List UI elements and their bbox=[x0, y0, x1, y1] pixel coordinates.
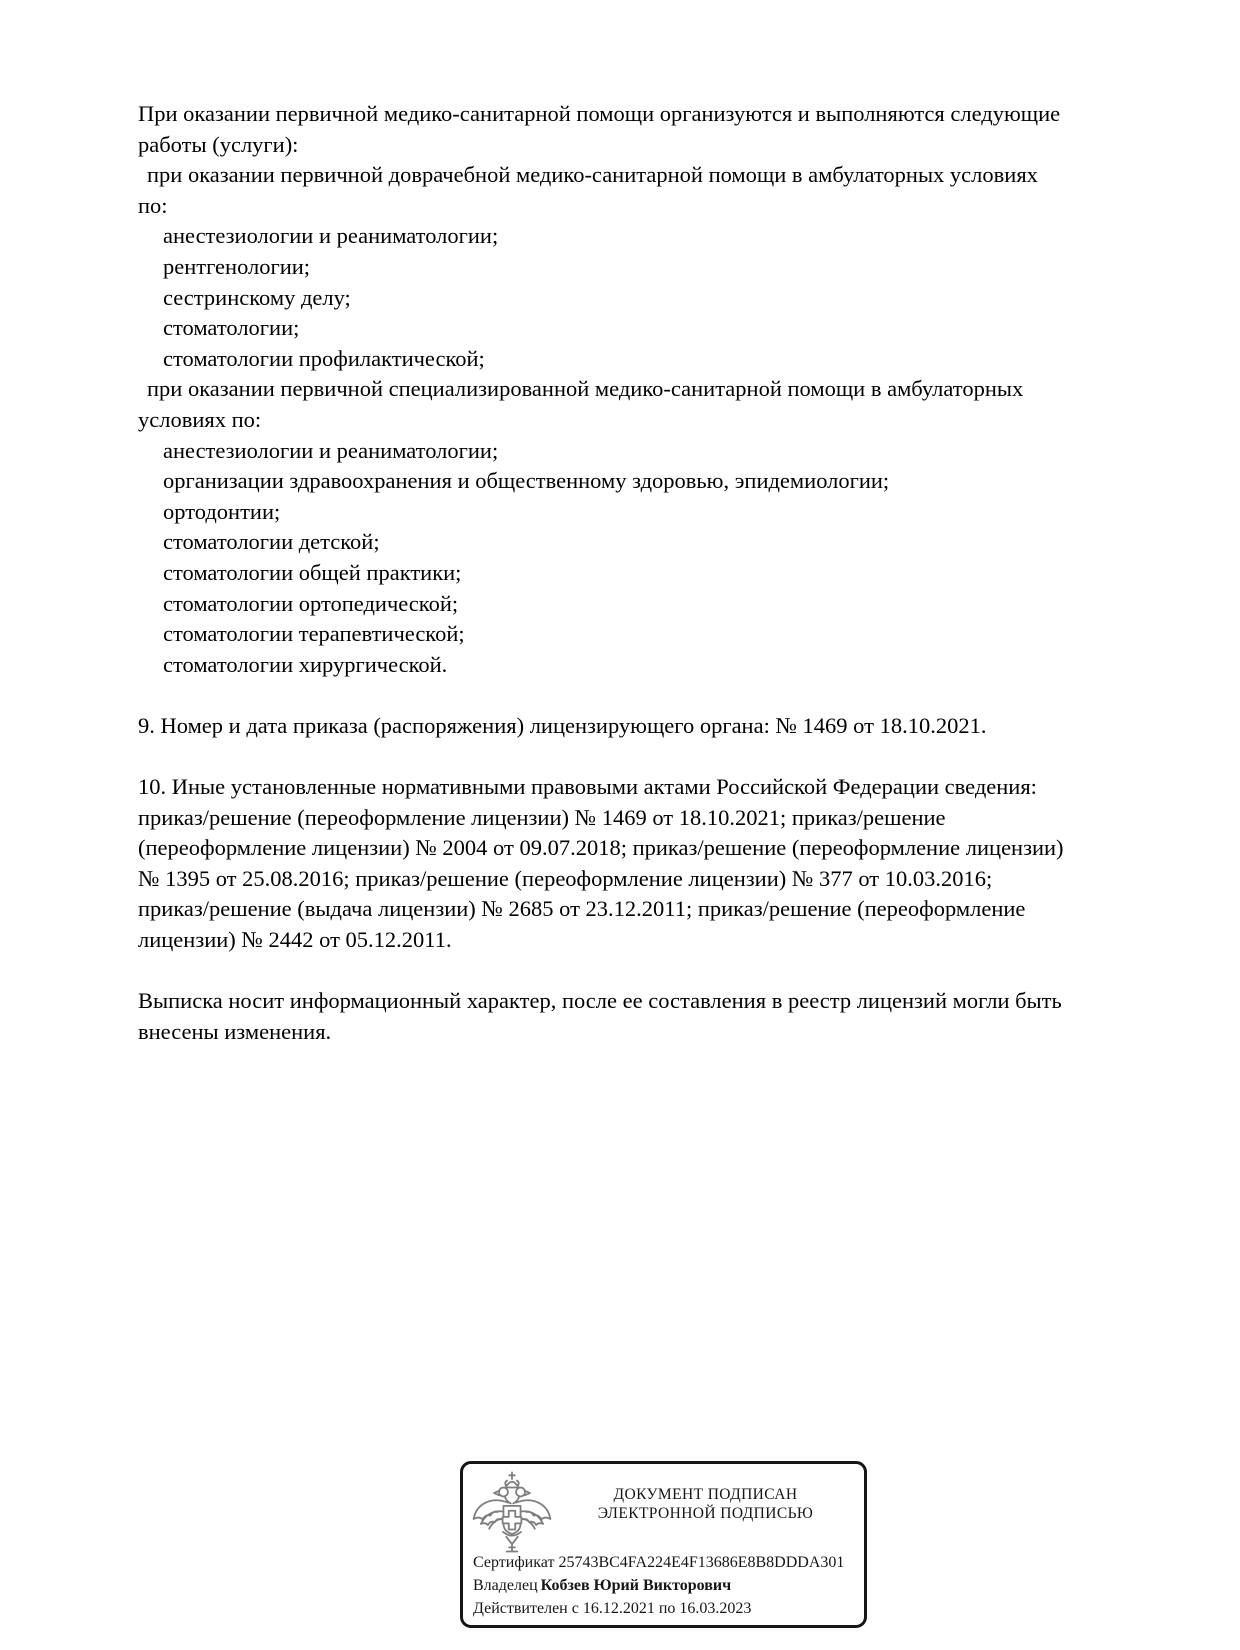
text-line: 10. Иные установленные нормативными правовыми актами Российской Федерации сведения: bbox=[138, 774, 1037, 800]
validity-line bbox=[473, 1597, 867, 1620]
document-text bbox=[138, 99, 1128, 1047]
paragraph-item-9 bbox=[138, 711, 1128, 742]
owner-label: Владелец bbox=[473, 1577, 538, 1594]
certificate-label: Сертификат bbox=[473, 1554, 555, 1571]
paragraph-works-services bbox=[138, 99, 1128, 680]
text-line: лицензии) № 2442 от 05.12.2011. bbox=[138, 927, 452, 953]
stamp-title-line1: ДОКУМЕНТ ПОДПИСАН bbox=[613, 1486, 798, 1503]
text-line: внесены изменения. bbox=[138, 1018, 332, 1044]
signature-stamp bbox=[460, 1461, 867, 1628]
text-line: стоматологии ортопедической; bbox=[163, 590, 459, 616]
text-line: стоматологии хирургической. bbox=[163, 651, 448, 677]
text-line: приказ/решение (переоформление лицензии) № 1469 от 18.10.2021; приказ/решение bbox=[138, 804, 946, 830]
owner-value: Кобзев Юрий Викторович bbox=[540, 1577, 732, 1594]
text-line: при оказании первичной специализированной медико-санитарной помощи в амбулаторных bbox=[147, 376, 1024, 402]
validity-label: Действителен bbox=[473, 1600, 568, 1617]
text-line: стоматологии терапевтической; bbox=[163, 621, 465, 647]
stamp-details bbox=[473, 1551, 867, 1620]
text-line: стоматологии общей практики; bbox=[163, 559, 462, 585]
stamp-title-line2: ЭЛЕКТРОННОЙ ПОДПИСЬЮ bbox=[597, 1505, 814, 1522]
text-line: сестринскому делу; bbox=[163, 284, 351, 310]
text-line: условиях по: bbox=[138, 406, 262, 432]
text-line: 9. Номер и дата приказа (распоряжения) лицензирующего органа: № 1469 от 18.10.2021. bbox=[138, 712, 987, 738]
text-line: работы (услуги): bbox=[138, 131, 299, 157]
validity-value: с 16.12.2021 по 16.03.2023 bbox=[571, 1600, 752, 1617]
text-line: (переоформление лицензии) № 2004 от 09.07.2018; приказ/решение (переоформление лицензии) bbox=[138, 835, 1064, 861]
roszdravnadzor-eagle-icon bbox=[471, 1470, 553, 1558]
certificate-line bbox=[473, 1551, 867, 1574]
paragraph-item-10 bbox=[138, 772, 1128, 956]
text-line: стоматологии профилактической; bbox=[163, 345, 485, 371]
text-line: При оказании первичной медико-санитарной помощи организуются и выполняются следующие bbox=[138, 101, 1061, 126]
text-line: при оказании первичной доврачебной медико-санитарной помощи в амбулаторных условиях bbox=[147, 162, 1038, 188]
text-line: № 1395 от 25.08.2016; приказ/решение (переоформление лицензии) № 377 от 10.03.2016; bbox=[138, 865, 993, 891]
text-line: стоматологии детской; bbox=[163, 529, 380, 555]
certificate-value: 25743BC4FA224E4F13686E8B8DDDA301 bbox=[558, 1554, 845, 1571]
text-line: Выписка носит информационный характер, после ее составления в реестр лицензий могли быть bbox=[138, 988, 1062, 1014]
text-line: организации здравоохранения и общественному здоровью, эпидемиологии; bbox=[163, 468, 890, 494]
stamp-title bbox=[555, 1485, 856, 1523]
text-line: по: bbox=[138, 192, 168, 218]
text-line: стоматологии; bbox=[163, 315, 300, 341]
text-line: анестезиологии и реаниматологии; bbox=[163, 437, 499, 463]
text-line: ортодонтии; bbox=[163, 498, 281, 524]
text-line: рентгенологии; bbox=[163, 253, 311, 279]
text-line: анестезиологии и реаниматологии; bbox=[163, 223, 499, 249]
owner-line bbox=[473, 1574, 867, 1597]
text-line: приказ/решение (выдача лицензии) № 2685 от 23.12.2011; приказ/решение (переоформление bbox=[138, 896, 1026, 922]
paragraph-disclaimer bbox=[138, 986, 1128, 1047]
